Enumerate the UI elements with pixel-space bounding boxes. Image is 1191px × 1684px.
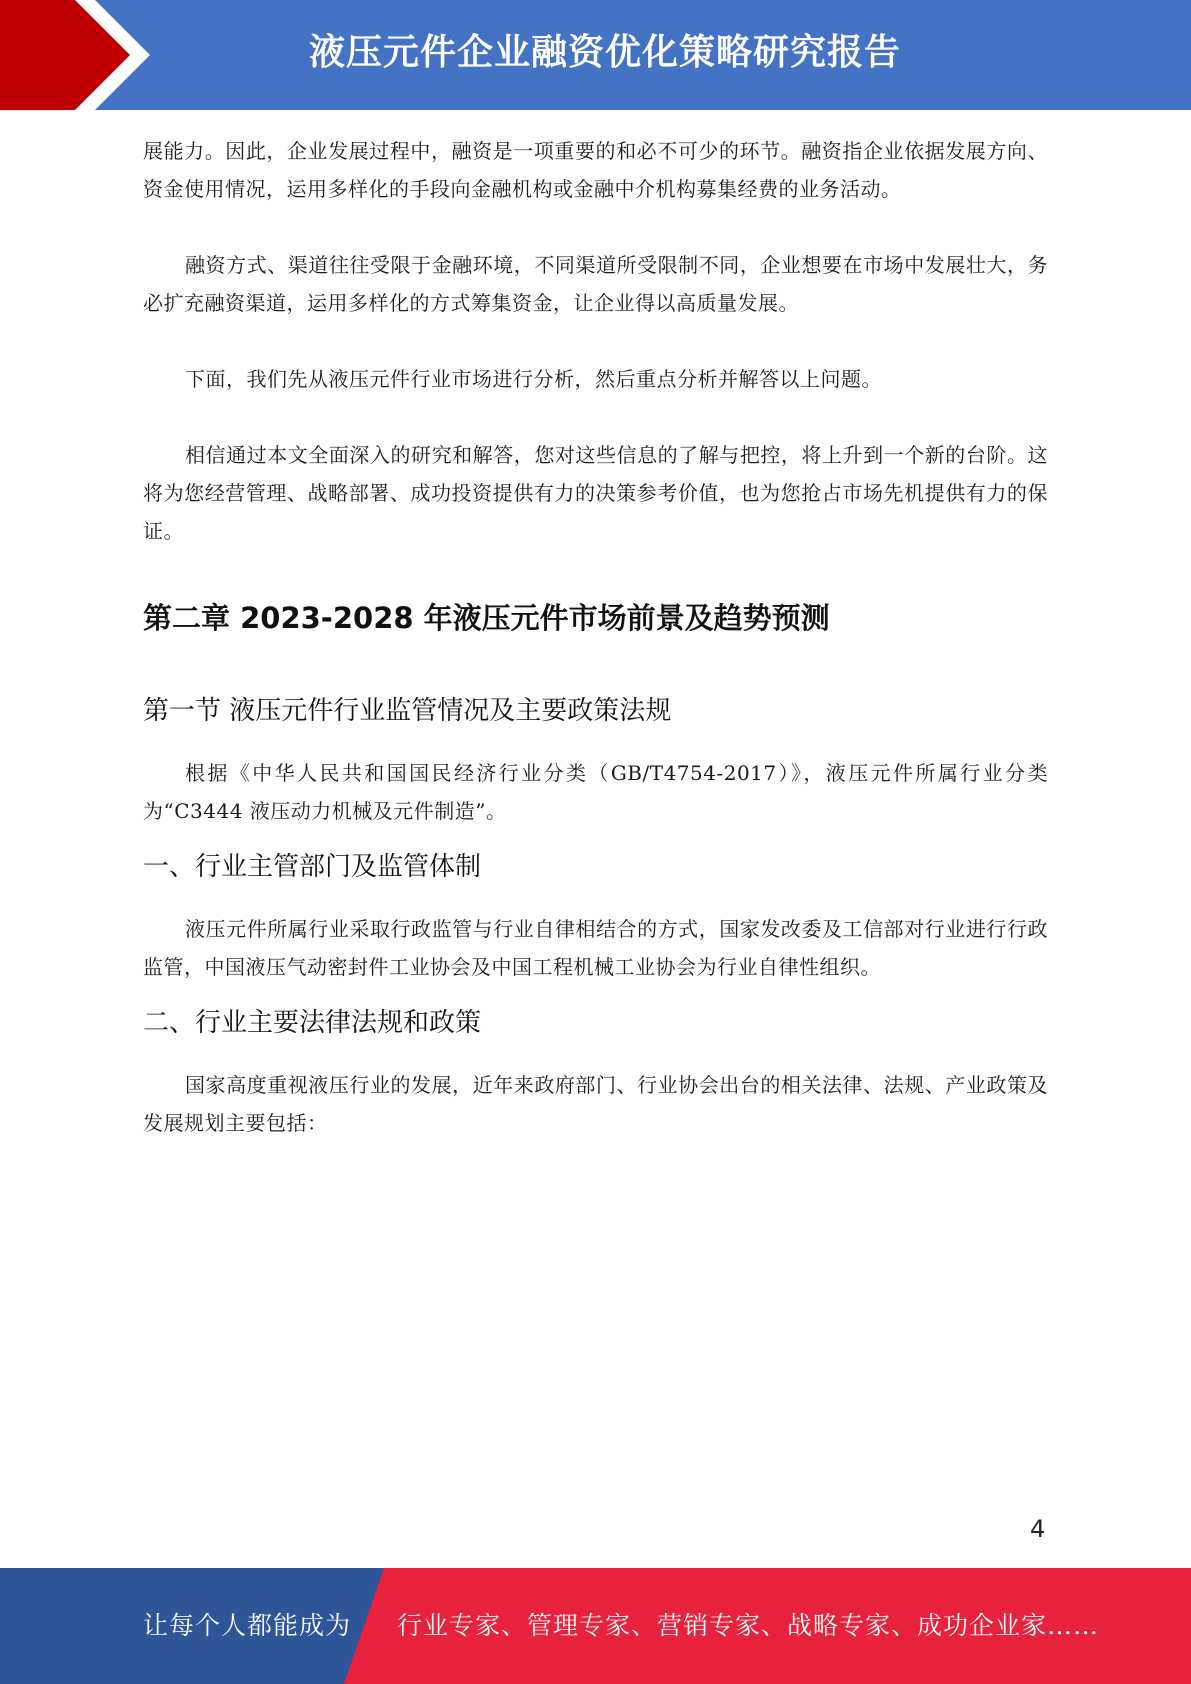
subsection-title-2: 二、行业主要法律法规和政策 bbox=[143, 1008, 482, 1038]
paragraph-7: 国家高度重视液压行业的发展，近年来政府部门、行业协会出台的相关法律、法规、产业政策及发展规划主要包括： bbox=[143, 1073, 1048, 1135]
paragraph-5: 根据《中华人民共和国国民经济行业分类（GB/T4754-2017）》，液压元件所属行业分类为“C3444 液压动力机械及元件制造”。 bbox=[143, 761, 1048, 823]
subsection-title-1: 一、行业主管部门及监管体制 bbox=[143, 852, 482, 882]
page-footer bbox=[0, 1568, 1191, 1684]
header-chevron-decoration bbox=[0, 0, 160, 110]
page-number: 4 bbox=[1030, 1515, 1046, 1543]
report-title: 液压元件企业融资优化策略研究报告 bbox=[308, 32, 901, 73]
paragraph-4: 相信通过本文全面深入的研究和解答，您对这些信息的了解与把控，将上升到一个新的台阶。这将为您经营管理、战略部署、成功投资提供有力的决策参考价值，也为您抢占市场先机提供有力的保证。 bbox=[143, 443, 1048, 543]
footer-slogan-right: 行业专家、管理专家、营销专家、战略专家、成功企业家…… bbox=[397, 1611, 1100, 1640]
document-body bbox=[143, 132, 1048, 1142]
chapter-title: 第二章 2023-2028 年液压元件市场前景及趋势预测 bbox=[143, 601, 830, 635]
paragraph-3: 下面，我们先从液压元件行业市场进行分析，然后重点分析并解答以上问题。 bbox=[185, 367, 882, 391]
footer-slogan-left: 让每个人都能成为 bbox=[143, 1611, 352, 1640]
page-header bbox=[0, 0, 1191, 110]
paragraph-6: 液压元件所属行业采取行政监管与行业自律相结合的方式，国家发改委及工信部对行业进行行政监管，中国液压气动密封件工业协会及中国工程机械工业协会为行业自律性组织。 bbox=[143, 917, 1048, 979]
paragraph-1: 展能力。因此，企业发展过程中，融资是一项重要的和必不可少的环节。融资指企业依据发展方向、资金使用情况，运用多样化的手段向金融机构或金融中介机构募集经费的业务活动。 bbox=[143, 139, 1048, 201]
section-title: 第一节 液压元件行业监管情况及主要政策法规 bbox=[143, 696, 672, 726]
paragraph-2: 融资方式、渠道往往受限于金融环境，不同渠道所受限制不同，企业想要在市场中发展壮大，务必扩充融资渠道，运用多样化的方式筹集资金，让企业得以高质量发展。 bbox=[143, 253, 1048, 315]
